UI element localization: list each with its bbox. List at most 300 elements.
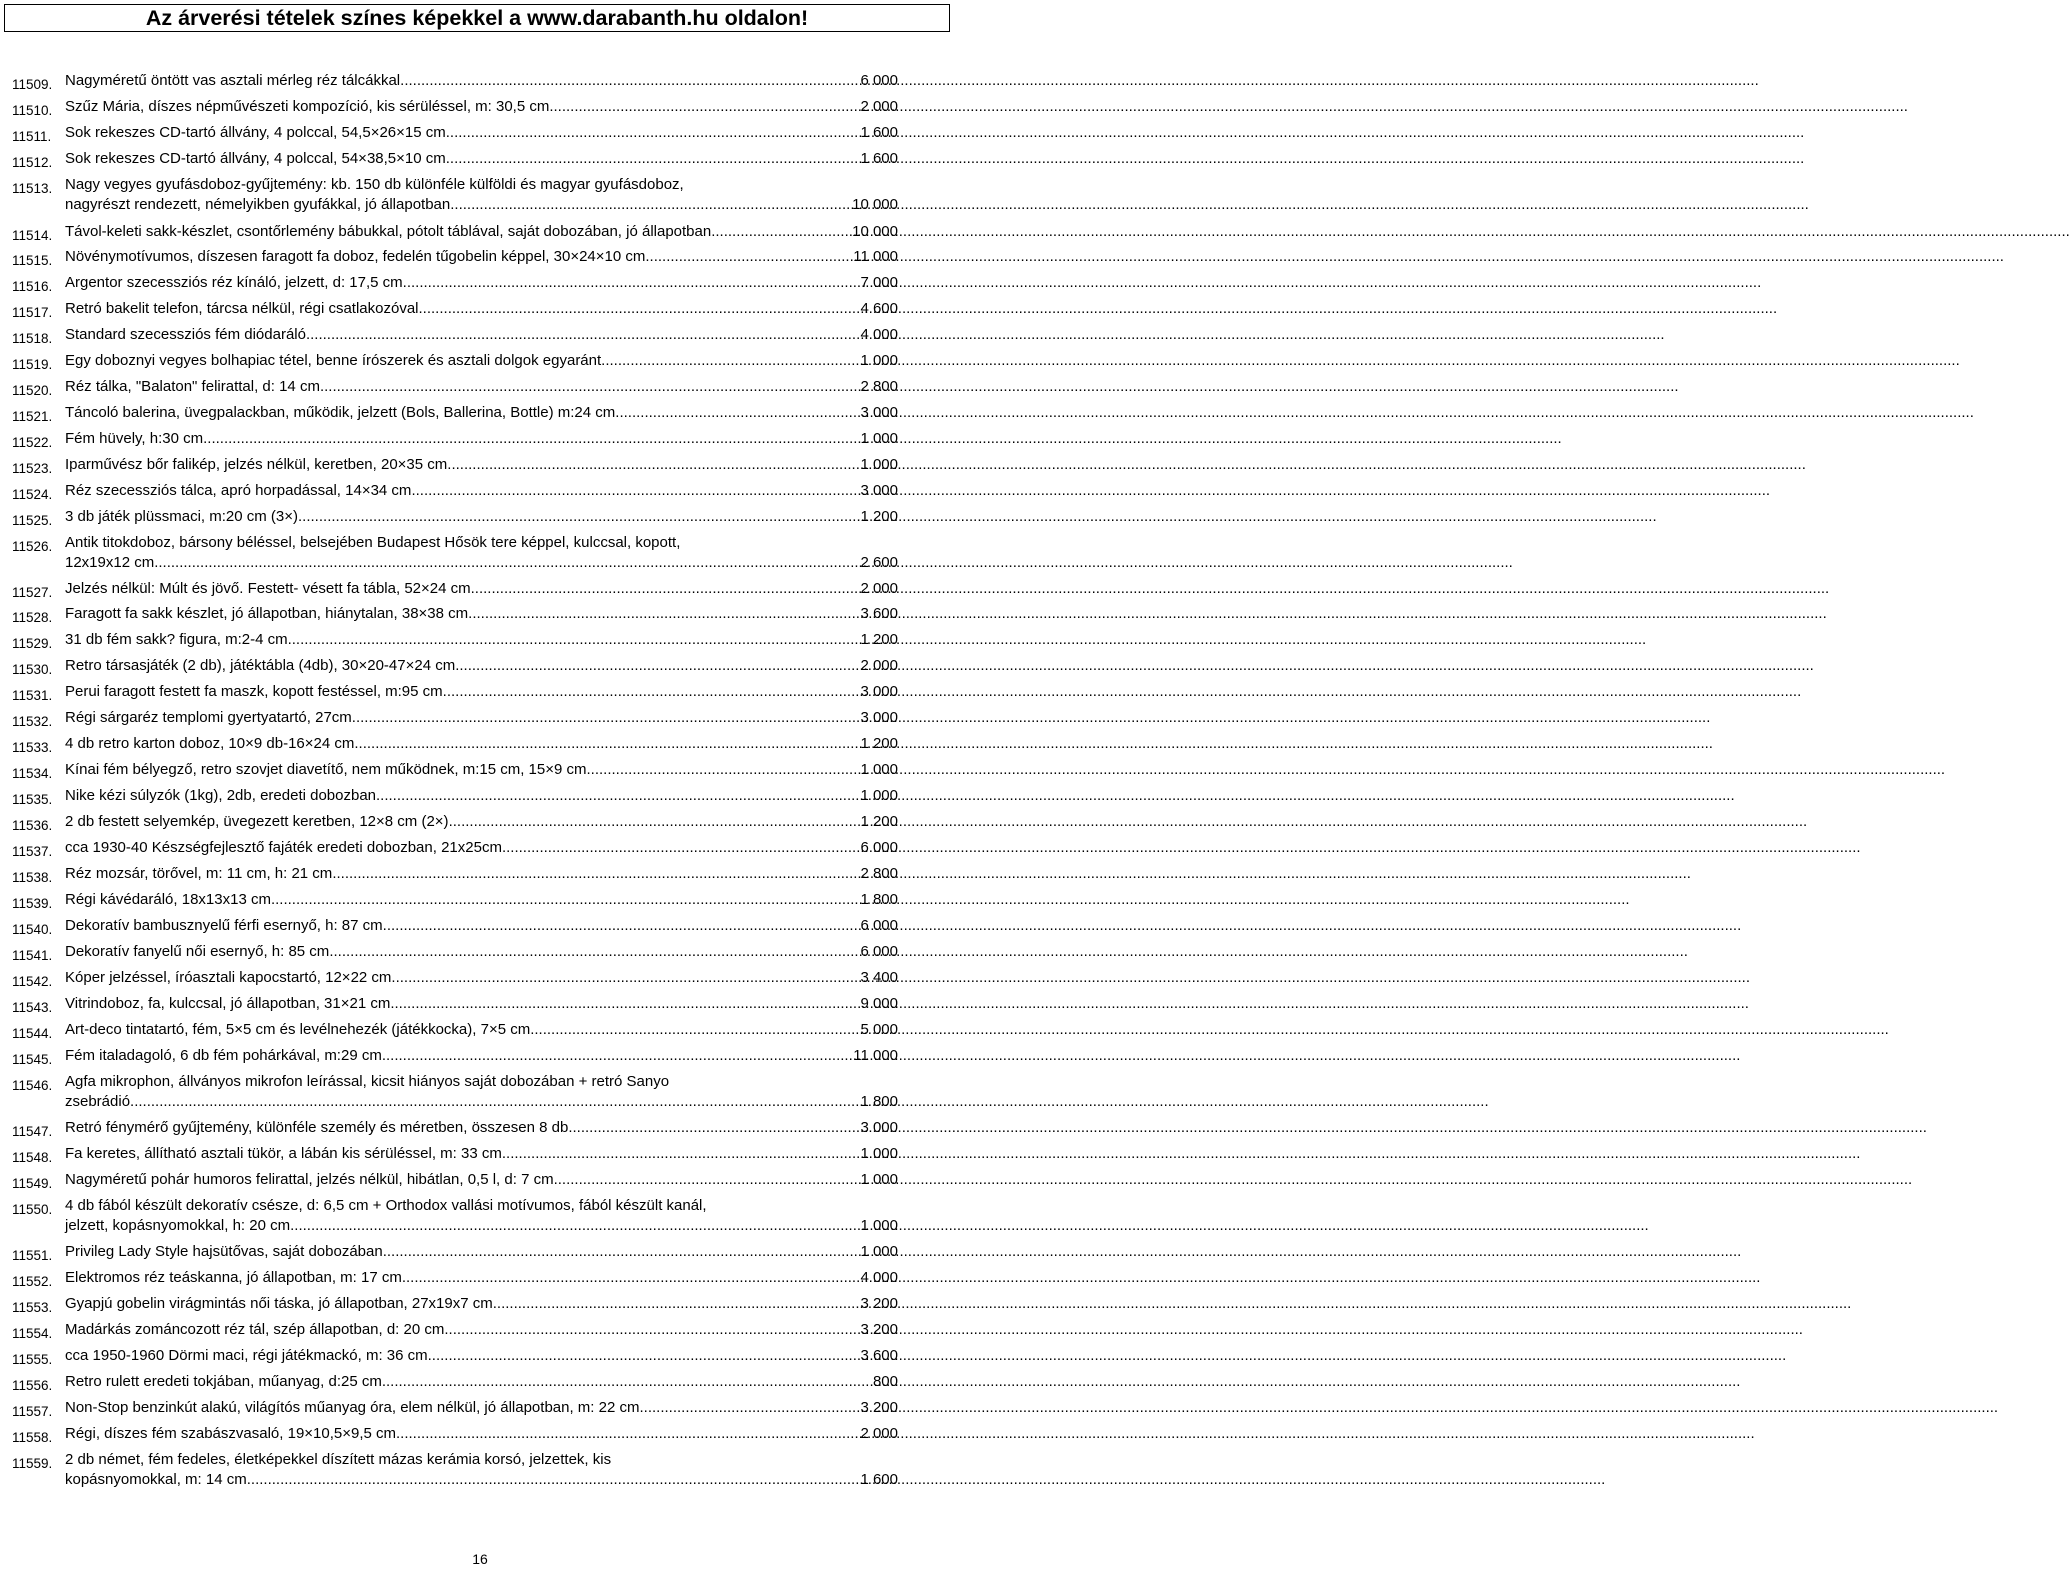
item-description: cca 1950-1960 Dörmi maci, régi játékmackó, m: 36 cm (65, 1347, 428, 1364)
item-description: Egy doboznyi vegyes bolhapiac tétel, benne írószerek és asztali dolgok egyaránt (65, 352, 602, 369)
item-text (65, 1424, 898, 1444)
item-text (65, 299, 898, 319)
item-number: 11545. (12, 1052, 53, 1067)
item-text (65, 1372, 898, 1392)
item-number: 11543. (12, 1000, 53, 1015)
item-number: 11537. (12, 844, 53, 859)
auction-item (0, 1424, 960, 1444)
item-price: 3 000 (860, 1119, 898, 1136)
item-description: Szűz Mária, díszes népművészeti kompozíció, kis sérüléssel, m: 30,5 cm (65, 98, 550, 115)
auction-item (0, 222, 960, 242)
item-price-line (65, 325, 898, 345)
auction-item (0, 968, 960, 988)
item-price: 2 800 (860, 378, 898, 395)
item-price: 1 000 (860, 1243, 898, 1260)
item-number: 11510. (12, 103, 53, 118)
item-description: Nagy vegyes gyufásdoboz-gyűjtemény: kb. 150 db különféle külföldi és magyar gyufásdoboz, (65, 176, 684, 193)
item-description: Perui faragott festett fa maszk, kopott festéssel, m:95 cm (65, 683, 443, 700)
item-description: Dekoratív bambusznyelű férfi esernyő, h: 87 cm (65, 917, 383, 934)
item-text (65, 994, 898, 1014)
dot-leader (450, 195, 852, 215)
item-text (65, 377, 898, 397)
item-description-line (65, 1072, 898, 1092)
dot-leader (352, 708, 861, 728)
item-price: 5 000 (860, 1021, 898, 1038)
item-text (65, 682, 898, 702)
item-number: 11532. (12, 714, 53, 729)
item-price-line (65, 1346, 898, 1366)
item-description: 2 db festett selyemkép, üvegezett keretben, 12×8 cm (2×) (65, 813, 449, 830)
auction-item (0, 942, 960, 962)
item-text (65, 604, 898, 624)
auction-item (0, 1398, 960, 1418)
item-number: 11526. (12, 539, 53, 554)
item-description: Non-Stop benzinkút alakú, világítós műanyag óra, elem nélkül, jó állapotban, m: 22 cm (65, 1399, 640, 1416)
dot-leader (639, 1398, 860, 1418)
dot-leader (298, 507, 860, 527)
item-price-line (65, 916, 898, 936)
item-description: 3 db játék plüssmaci, m:20 cm (3×) (65, 508, 299, 525)
item-description: Sok rekeszes CD-tartó állvány, 4 polccal, 54,5×26×15 cm (65, 124, 446, 141)
dot-leader (403, 273, 861, 293)
dot-leader (396, 1424, 860, 1444)
dot-leader (446, 149, 861, 169)
item-description: Agfa mikrophon, állványos mikrofon leírással, kicsit hiányos saját dobozában + retró Sanyo (65, 1073, 670, 1090)
item-price-line (65, 734, 898, 754)
dot-leader (376, 786, 860, 806)
item-price: 7 000 (860, 274, 898, 291)
item-text (65, 351, 898, 371)
auction-item (0, 1072, 960, 1112)
item-number: 11533. (12, 740, 53, 755)
dot-leader (154, 553, 860, 573)
item-price: 2 000 (860, 1425, 898, 1442)
item-number: 11524. (12, 487, 53, 502)
item-price: 10 000 (852, 223, 898, 240)
dot-leader (332, 864, 860, 884)
item-description: Madárkás zománcozott réz tál, szép állapotban, d: 20 cm (65, 1321, 445, 1338)
banner-text: Az árverési tételek színes képekkel a www.darabanth.hu oldalon! (145, 5, 809, 30)
item-price: 3 000 (860, 404, 898, 421)
item-price: 2 800 (860, 865, 898, 882)
item-description: Fa keretes, állítható asztali tükör, a lábán kis sérüléssel, m: 33 cm (65, 1145, 502, 1162)
auction-item (0, 299, 960, 319)
dot-leader (391, 968, 860, 988)
item-description: Retro társasjáték (2 db), játéktábla (4db), 30×20-47×24 cm (65, 657, 456, 674)
dot-leader (449, 812, 861, 832)
item-price: 2 600 (860, 554, 898, 571)
auction-item (0, 507, 960, 527)
item-price: 3 600 (860, 1347, 898, 1364)
item-price: 2 000 (860, 580, 898, 597)
auction-item (0, 579, 960, 599)
dot-leader (549, 97, 860, 117)
item-price-line (65, 786, 898, 806)
item-number: 11542. (12, 974, 53, 989)
item-price: 4 600 (860, 300, 898, 317)
item-text (65, 1072, 898, 1112)
item-description: Távol-keleti sakk-készlet, csontőrlemény bábukkal, pótolt táblával, saját dobozában, jó állapotban (65, 223, 712, 240)
item-price-line (65, 1470, 898, 1490)
auction-item (0, 994, 960, 1014)
item-number: 11553. (12, 1300, 53, 1315)
auction-item (0, 377, 960, 397)
item-price-line (65, 1424, 898, 1444)
item-number: 11527. (12, 585, 53, 600)
item-text (65, 630, 898, 650)
item-number: 11520. (12, 383, 53, 398)
auction-item (0, 1020, 960, 1040)
item-number: 11551. (12, 1248, 53, 1263)
item-description-line (65, 1450, 898, 1470)
item-description: Fém hüvely, h:30 cm (65, 430, 204, 447)
item-price-line (65, 429, 898, 449)
dot-leader (400, 71, 860, 91)
item-number: 11541. (12, 948, 53, 963)
item-text (65, 1020, 898, 1040)
item-number: 11536. (12, 818, 53, 833)
item-price: 1 200 (860, 735, 898, 752)
item-text (65, 1046, 898, 1066)
item-price: 3 000 (860, 482, 898, 499)
item-number: 11514. (12, 228, 53, 243)
item-text (65, 429, 898, 449)
item-text (65, 734, 898, 754)
item-number: 11535. (12, 792, 53, 807)
item-price-line (65, 1320, 898, 1340)
item-price-line (65, 864, 898, 884)
auction-item (0, 838, 960, 858)
dot-leader (320, 377, 861, 397)
dot-leader (530, 1020, 860, 1040)
item-description: Faragott fa sakk készlet, jó állapotban, hiánytalan, 38×38 cm (65, 605, 469, 622)
item-text (65, 708, 898, 728)
item-price: 2 000 (860, 657, 898, 674)
item-price: 10 000 (852, 196, 898, 213)
dot-leader (493, 1294, 861, 1314)
item-price-line (65, 1268, 898, 1288)
item-price: 11 000 (853, 1047, 898, 1064)
item-description: 31 db fém sakk? figura, m:2-4 cm (65, 631, 288, 648)
dot-leader (601, 351, 860, 371)
item-number: 11554. (12, 1326, 53, 1341)
dot-leader (203, 429, 860, 449)
item-description: Elektromos réz teáskanna, jó állapotban, m: 17 cm (65, 1269, 402, 1286)
item-number: 11558. (12, 1430, 53, 1445)
item-text (65, 222, 898, 242)
item-price-line (65, 942, 898, 962)
item-price-line (65, 123, 898, 143)
item-price-line (65, 890, 898, 910)
item-description: Táncoló balerina, üvegpalackban, működik, jelzett (Bols, Ballerina, Bottle) m:24 cm (65, 404, 616, 421)
item-price-line (65, 507, 898, 527)
item-price: 1 800 (860, 891, 898, 908)
auction-item (0, 71, 960, 91)
item-number: 11515. (12, 253, 53, 268)
auction-item (0, 890, 960, 910)
item-price-line (65, 71, 898, 91)
item-description: Fém italadagoló, 6 db fém pohárkával, m:29 cm (65, 1047, 382, 1064)
item-price: 1 000 (860, 787, 898, 804)
item-text (65, 916, 898, 936)
auction-item (0, 1268, 960, 1288)
item-number: 11552. (12, 1274, 53, 1289)
item-description: Régi, díszes fém szabászvasaló, 19×10,5×9,5 cm (65, 1425, 397, 1442)
item-price-line (65, 149, 898, 169)
item-price-line (65, 682, 898, 702)
auction-item (0, 1046, 960, 1066)
item-number: 11549. (12, 1176, 53, 1191)
item-description-line (65, 1196, 898, 1216)
auction-item (0, 273, 960, 293)
dot-leader (587, 760, 861, 780)
item-price: 1 200 (860, 508, 898, 525)
item-price: 1 600 (860, 124, 898, 141)
item-description: jelzett, kopásnyomokkal, h: 20 cm (65, 1217, 291, 1234)
dot-leader (443, 682, 861, 702)
item-price-line (65, 1144, 898, 1164)
item-price-line (65, 377, 898, 397)
auction-item (0, 760, 960, 780)
auction-item (0, 734, 960, 754)
item-price-line (65, 579, 898, 599)
item-price-line (65, 604, 898, 624)
item-price-line (65, 656, 898, 676)
dot-leader (428, 1346, 861, 1366)
item-text (65, 273, 898, 293)
item-text (65, 1450, 898, 1490)
item-price: 3 000 (860, 683, 898, 700)
auction-item (0, 604, 960, 624)
item-number: 11512. (12, 155, 53, 170)
auction-item (0, 630, 960, 650)
item-text (65, 507, 898, 527)
item-price-line (65, 299, 898, 319)
item-price-line (65, 1242, 898, 1262)
auction-item (0, 149, 960, 169)
item-price: 1 600 (860, 150, 898, 167)
item-text (65, 325, 898, 345)
item-description: Retró fénymérő gyűjtemény, különféle személy és méretben, összesen 8 db (65, 1119, 569, 1136)
item-price: 3 200 (860, 1399, 898, 1416)
dot-leader (383, 916, 861, 936)
auction-item (0, 1294, 960, 1314)
item-price: 1 000 (860, 1171, 898, 1188)
auction-item (0, 533, 960, 573)
item-description: Réz tálka, "Balaton" felirattal, d: 14 cm (65, 378, 320, 395)
dot-leader (130, 1092, 860, 1112)
dot-leader (306, 325, 860, 345)
auction-item (0, 1242, 960, 1262)
dot-leader (383, 1242, 861, 1262)
item-number: 11530. (12, 662, 53, 677)
item-description: Kínai fém bélyegző, retro szovjet diavetítő, nem működnek, m:15 cm, 15×9 cm (65, 761, 587, 778)
dot-leader (402, 1268, 861, 1288)
item-number: 11523. (12, 461, 53, 476)
item-price: 6 000 (860, 917, 898, 934)
item-description: Növénymotívumos, díszesen faragott fa doboz, fedelén tűgobelin képpel, 30×24×10 cm (65, 248, 646, 265)
item-price: 1 000 (860, 761, 898, 778)
auction-item (0, 97, 960, 117)
item-price-line (65, 481, 898, 501)
auction-item (0, 812, 960, 832)
dot-leader (468, 604, 860, 624)
item-price-line (65, 1170, 898, 1190)
item-text (65, 864, 898, 884)
item-price: 1 000 (860, 1145, 898, 1162)
auction-item (0, 455, 960, 475)
item-number: 11522. (12, 435, 53, 450)
item-price-line (65, 247, 898, 267)
item-text (65, 1346, 898, 1366)
item-description: Nagyméretű pohár humoros felirattal, jelzés nélkül, hibátlan, 0,5 l, d: 7 cm (65, 1171, 554, 1188)
item-description: Régi sárgaréz templomi gyertyatartó, 27cm (65, 709, 352, 726)
item-description: 4 db fából készült dekoratív csésze, d: 6,5 cm + Orthodox vallási motívumos, fából készült kanál, (65, 1197, 707, 1214)
item-description: 2 db német, fém fedeles, életképekkel díszített mázas kerámia korsó, jelzettek, kis (65, 1451, 612, 1468)
item-text (65, 1320, 898, 1340)
auction-item (0, 175, 960, 215)
item-price: 9 000 (860, 995, 898, 1012)
item-text (65, 1268, 898, 1288)
auction-item (0, 1144, 960, 1164)
item-price-line (65, 812, 898, 832)
item-text (65, 838, 898, 858)
item-description: Iparművész bőr falikép, jelzés nélkül, keretben, 20×35 cm (65, 456, 448, 473)
item-description: Réz szecessziós tálca, apró horpadással, 14×34 cm (65, 482, 412, 499)
item-description: Vitrindoboz, fa, kulccsal, jó állapotban, 31×21 cm (65, 995, 391, 1012)
item-price: 1 200 (860, 631, 898, 648)
item-price: 2 000 (860, 98, 898, 115)
item-number: 11540. (12, 922, 53, 937)
item-price-line (65, 1092, 898, 1112)
item-text (65, 812, 898, 832)
item-price: 3 200 (860, 1321, 898, 1338)
item-price: 800 (872, 1373, 898, 1390)
item-description: Sok rekeszes CD-tartó állvány, 4 polccal, 54×38,5×10 cm (65, 150, 446, 167)
item-description: Kóper jelzéssel, íróasztali kapocstartó, 12×22 cm (65, 969, 392, 986)
dot-leader (471, 579, 861, 599)
item-number: 11525. (12, 513, 53, 528)
auction-item (0, 916, 960, 936)
item-number: 11517. (12, 305, 53, 320)
item-price: 1 000 (860, 1217, 898, 1234)
item-description: 4 db retro karton doboz, 10×9 db-16×24 cm (65, 735, 355, 752)
dot-leader (247, 1470, 861, 1490)
item-text (65, 71, 898, 91)
item-text (65, 149, 898, 169)
item-number: 11521. (12, 409, 53, 424)
item-description: Standard szecessziós fém diódaráló (65, 326, 306, 343)
item-description: Antik titokdoboz, bársony béléssel, belsejében Budapest Hősök tere képpel, kulccsal, kopott, (65, 534, 681, 551)
dot-leader (502, 838, 861, 858)
auction-item (0, 1320, 960, 1340)
item-text (65, 579, 898, 599)
page-number: 16 (472, 1551, 488, 1567)
site-banner (4, 4, 950, 32)
auction-item (0, 1196, 960, 1236)
dot-leader (554, 1170, 861, 1190)
item-text (65, 533, 898, 573)
dot-leader (502, 1144, 861, 1164)
item-description: Nagyméretű öntött vas asztali mérleg réz tálcákkal (65, 72, 401, 89)
item-price: 6 000 (860, 839, 898, 856)
item-number: 11559. (12, 1456, 53, 1471)
item-description: kopásnyomokkal, m: 14 cm (65, 1471, 247, 1488)
auction-item (0, 708, 960, 728)
item-price-line (65, 968, 898, 988)
item-price: 3 200 (860, 1295, 898, 1312)
item-price-line (65, 1372, 898, 1392)
item-price: 1 600 (860, 1471, 898, 1488)
item-text (65, 455, 898, 475)
auction-item (0, 1372, 960, 1392)
item-number: 11531. (12, 688, 53, 703)
item-text (65, 760, 898, 780)
item-price: 3 400 (860, 969, 898, 986)
dot-leader (455, 656, 860, 676)
item-number: 11518. (12, 331, 53, 346)
auction-item (0, 429, 960, 449)
item-price-line (65, 994, 898, 1014)
item-price-line (65, 553, 898, 573)
item-number: 11538. (12, 870, 53, 885)
item-text (65, 1242, 898, 1262)
item-price-line (65, 403, 898, 423)
item-number: 11511. (12, 129, 52, 144)
item-text (65, 403, 898, 423)
item-number: 11516. (12, 279, 53, 294)
auction-item (0, 481, 960, 501)
item-text (65, 968, 898, 988)
item-text (65, 1170, 898, 1190)
dot-leader (645, 247, 853, 267)
item-price: 1 000 (860, 352, 898, 369)
item-price: 4 000 (860, 326, 898, 343)
dot-leader (382, 1372, 873, 1392)
item-number: 11528. (12, 610, 53, 625)
auction-item (0, 682, 960, 702)
dot-leader (419, 299, 861, 319)
item-description: Dekoratív fanyelű női esernyő, h: 85 cm (65, 943, 330, 960)
item-price: 4 000 (860, 1269, 898, 1286)
item-description: nagyrészt rendezett, némelyikben gyufákkal, jó állapotban (65, 196, 451, 213)
dot-leader (329, 942, 860, 962)
dot-leader (354, 734, 860, 754)
item-text (65, 1144, 898, 1164)
item-price: 3 000 (860, 709, 898, 726)
item-description: Retró bakelit telefon, tárcsa nélkül, régi csatlakozóval (65, 300, 419, 317)
auction-item (0, 247, 960, 267)
item-price-line (65, 1398, 898, 1418)
item-price-line (65, 1046, 898, 1066)
item-price-line (65, 195, 898, 215)
auction-item (0, 1170, 960, 1190)
item-number: 11544. (12, 1026, 53, 1041)
dot-leader (447, 455, 860, 475)
item-price: 1 800 (860, 1093, 898, 1110)
item-price-line (65, 760, 898, 780)
auction-item (0, 1346, 960, 1366)
item-price: 11 000 (853, 248, 898, 265)
item-number: 11539. (12, 896, 53, 911)
dot-leader (568, 1118, 860, 1138)
item-number: 11534. (12, 766, 53, 781)
item-description: Art-deco tintatartó, fém, 5×5 cm és levélnehezék (játékkocka), 7×5 cm (65, 1021, 531, 1038)
item-price: 1 200 (860, 813, 898, 830)
item-description-line (65, 533, 898, 553)
auction-item (0, 786, 960, 806)
item-text (65, 97, 898, 117)
